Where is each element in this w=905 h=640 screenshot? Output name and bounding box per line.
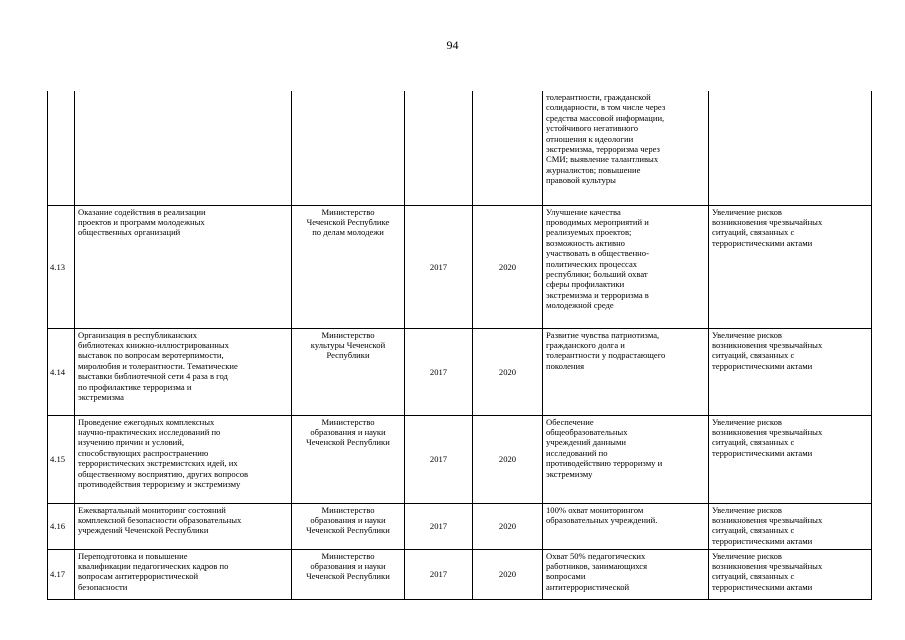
result-cell: Охват 50% педагогических работников, занимающихся вопросами антитеррористической xyxy=(543,549,709,599)
risk-cell xyxy=(709,91,872,205)
end-year-cell: 2020 xyxy=(473,549,543,599)
end-year-cell: 2020 xyxy=(473,205,543,328)
measure-cell xyxy=(75,91,292,205)
start-year-cell: 2017 xyxy=(405,415,473,503)
row-number xyxy=(48,91,75,205)
table-row xyxy=(48,415,872,503)
table-row xyxy=(48,549,872,599)
measures-table xyxy=(47,91,872,600)
measure-cell: Ежеквартальный мониторинг состояний комплексной безопасности образовательных учреждений Чеченской Республики xyxy=(75,503,292,549)
start-year-cell: 2017 xyxy=(405,328,473,415)
row-number: 4.13 xyxy=(48,205,75,328)
risk-cell: Увеличение рисков возникновения чрезвычайных ситуаций, связанных с террористическими актами xyxy=(709,415,872,503)
page-number: 94 xyxy=(446,38,459,52)
end-year-cell: 2020 xyxy=(473,503,543,549)
risk-cell: Увеличение рисков возникновения чрезвычайных ситуаций, связанных с террористическими актами xyxy=(709,503,872,549)
measure-cell: Проведение ежегодных комплексных научно-практических исследований по изучению причин и условий, способствующих распространению террористических экстремистских идей, их общественному восприятию, других вопросов противодействия терроризму и экстремизму xyxy=(75,415,292,503)
measure-cell: Переподготовка и повышение квалификации педагогических кадров по вопросам антитеррористической безопасности xyxy=(75,549,292,599)
start-year-cell: 2017 xyxy=(405,205,473,328)
result-cell: Обеспечение общеобразовательных учреждений данными исследований по противодействию терроризму и экстремизму xyxy=(543,415,709,503)
start-year-cell xyxy=(405,91,473,205)
row-number: 4.17 xyxy=(48,549,75,599)
result-cell: толерантности, гражданской солидарности, в том числе через средства массовой информации, устойчивого негативного отношения к идеологии экстремизма, терроризма через СМИ; выявление талантливых журналистов; повышение правовой культуры xyxy=(543,91,709,205)
table-row xyxy=(48,91,872,205)
row-number: 4.16 xyxy=(48,503,75,549)
executor-cell xyxy=(292,91,405,205)
executor-cell: Министерство образования и науки Чеченской Республики xyxy=(292,503,405,549)
executor-cell: Министерство образования и науки Чеченской Республики xyxy=(292,415,405,503)
executor-cell: Министерство культуры Чеченской Республики xyxy=(292,328,405,415)
result-cell: Улучшение качества проводимых мероприятий и реализуемых проектов; возможность активно участвовать в общественно- политических процессах республики; больший охват сферы профилактики экстремизма и терроризма в молодежной среде xyxy=(543,205,709,328)
row-number: 4.14 xyxy=(48,328,75,415)
result-cell: 100% охват мониторингом образовательных учреждений. xyxy=(543,503,709,549)
table-row xyxy=(48,503,872,549)
row-number: 4.15 xyxy=(48,415,75,503)
table-row xyxy=(48,205,872,328)
end-year-cell: 2020 xyxy=(473,328,543,415)
end-year-cell: 2020 xyxy=(473,415,543,503)
end-year-cell xyxy=(473,91,543,205)
measure-cell: Оказание содействия в реализации проектов и программ молодежных общественных организаций xyxy=(75,205,292,328)
start-year-cell: 2017 xyxy=(405,549,473,599)
table-row xyxy=(48,328,872,415)
risk-cell: Увеличение рисков возникновения чрезвычайных ситуаций, связанных с террористическими актами xyxy=(709,205,872,328)
risk-cell: Увеличение рисков возникновения чрезвычайных ситуаций, связанных с террористическими актами xyxy=(709,328,872,415)
measure-cell: Организация в республиканских библиотеках книжно-иллюстрированных выставок по вопросам веротерпимости, миролюбия и толерантности. Тематические выставки библиотечной сети 4 раза в год по профилактике терроризма и экстремизма xyxy=(75,328,292,415)
start-year-cell: 2017 xyxy=(405,503,473,549)
result-cell: Развитие чувства патриотизма, гражданского долга и толерантности у подрастающего поколения xyxy=(543,328,709,415)
risk-cell: Увеличение рисков возникновения чрезвычайных ситуаций, связанных с террористическими актами xyxy=(709,549,872,599)
executor-cell: Министерство Чеченской Республике по делам молодежи xyxy=(292,205,405,328)
executor-cell: Министерство образования и науки Чеченской Республики xyxy=(292,549,405,599)
